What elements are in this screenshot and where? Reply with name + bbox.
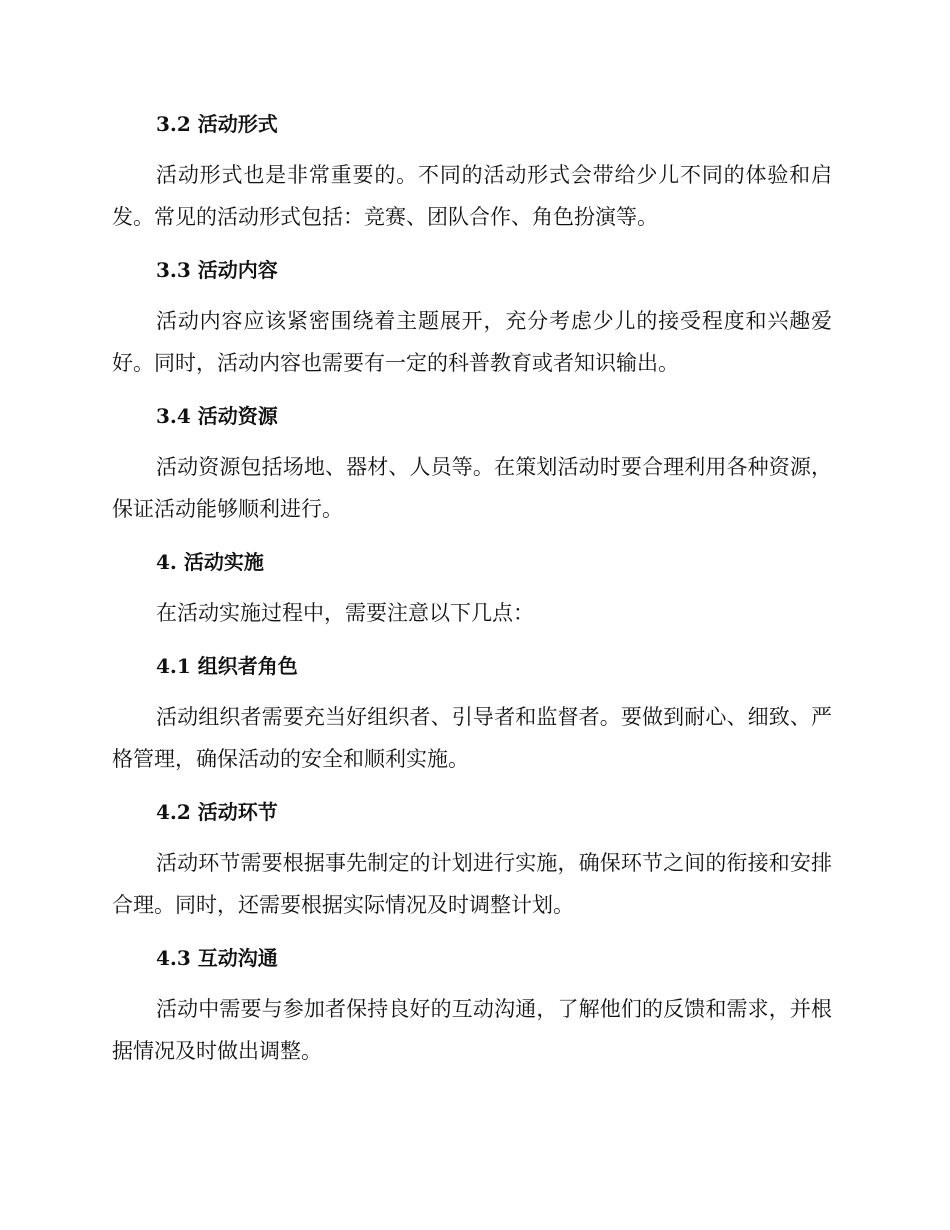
section-heading-4-3: 4.3 互动沟通 [156, 946, 278, 970]
section-paragraph-4-2: 活动环节需要根据事先制定的计划进行实施，确保环节之间的衔接和安排合理。同时，还需要根据实际情况及时调整计划。 [112, 851, 832, 917]
section-heading-3-3: 3.3 活动内容 [156, 258, 278, 282]
section-heading-4: 4. 活动实施 [156, 550, 264, 574]
document-page [112, 108, 832, 1088]
section-heading-4-1: 4.1 组织者角色 [156, 654, 298, 678]
section-paragraph-4-3: 活动中需要与参加者保持良好的互动沟通，了解他们的反馈和需求，并根据情况及时做出调整。 [112, 997, 832, 1063]
section-paragraph-3-4: 活动资源包括场地、器材、人员等。在策划活动时要合理利用各种资源，保证活动能够顺利进行。 [112, 455, 832, 521]
section-paragraph-3-3: 活动内容应该紧密围绕着主题展开，充分考虑少儿的接受程度和兴趣爱好。同时，活动内容也需要有一定的科普教育或者知识输出。 [112, 309, 832, 375]
section-heading-3-2: 3.2 活动形式 [156, 112, 278, 136]
section-paragraph-4: 在活动实施过程中，需要注意以下几点： [156, 601, 534, 625]
section-paragraph-4-1: 活动组织者需要充当好组织者、引导者和监督者。要做到耐心、细致、严格管理，确保活动的安全和顺利实施。 [112, 705, 832, 771]
section-heading-3-4: 3.4 活动资源 [156, 404, 278, 428]
section-paragraph-3-2: 活动形式也是非常重要的。不同的活动形式会带给少儿不同的体验和启发。常见的活动形式包括：竞赛、团队合作、角色扮演等。 [112, 163, 832, 229]
section-heading-4-2: 4.2 活动环节 [156, 800, 278, 824]
